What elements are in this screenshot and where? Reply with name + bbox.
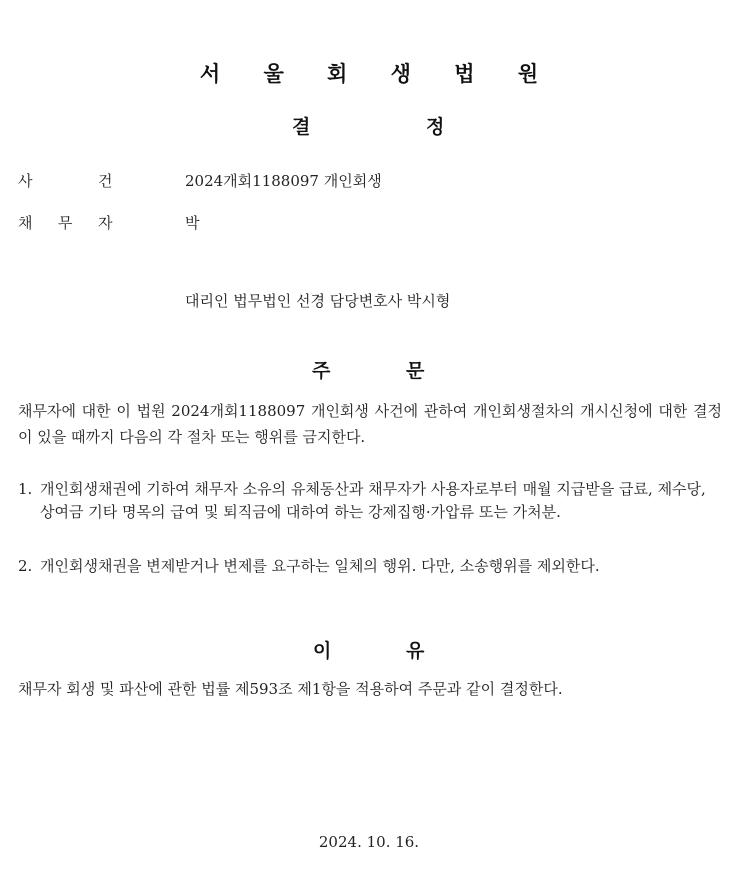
order-heading-char-2: 문 (406, 360, 425, 382)
decision-heading-char-2: 정 (426, 116, 445, 138)
order-item-2 (18, 555, 708, 578)
order-item-number: 1. (18, 480, 33, 498)
order-paragraph: 채무자에 대한 이 법원 2024개회1188097 개인회생 사건에 관하여 개인회생절차의 개시신청에 대한 결정이 있을 때까지 다음의 각 절차 또는 행위를 금지한다. (18, 402, 722, 446)
order-heading-char-1: 주 (312, 360, 331, 382)
decision-date: 2024. 10. 16. (318, 833, 420, 851)
debtor-name: 박 (185, 214, 200, 232)
reason-paragraph: 채무자 회생 및 파산에 관한 법률 제593조 제1항을 적용하여 주문과 같이 결정한다. (18, 680, 563, 698)
legal-agent: 대리인 법무법인 선경 담당변호사 박시형 (185, 292, 451, 310)
decision-heading-char-1: 결 (292, 116, 311, 138)
reason-heading-char-2: 유 (406, 640, 425, 662)
order-item-1 (18, 478, 708, 523)
reason-heading-char-1: 이 (313, 640, 332, 662)
court-title: 서 울 회 생 법 원 (199, 62, 557, 86)
case-number: 2024개회1188097 개인회생 (185, 172, 382, 190)
order-item-text: 개인회생채권에 기하여 채무자 소유의 유체동산과 채무자가 사용자로부터 매월 지급받을 급료, 제수당, 상여금 기타 명목의 급여 및 퇴직금에 대하여 하는 강제집행·가압류 또는 가처분. (40, 480, 706, 521)
order-item-number: 2. (18, 557, 33, 575)
court-decision-document: 서 울 회 생 법 원 결 정 사 건 2024개회1188097 개인회생 채 무 자 박 대리인 법무법인 선경 담당변호사 박시형 주 문 채무자에 대한 이 법원 2024개회1188097 개인회생 사건에 관하여 개인회생절차의 개시신청에 대한 결정이 있을 때까지 다음의 각 절차 또는 행위를 금지한다. 1. 개인회생채권에 기하여 채무자 소유의 유체동산과 채무자가 사용자로부터 매월 지급받을 급료, 제수당, 상여금 기타 명목의 급여 및 퇴직금에 대하여 하는 강제집행·가압류 또는 가처분. 2. 개인회생채권을 변제받거나 변제를 요구하는 일체의 행위. 다만, 소송행위를 제외한다. 이 유 채무자 회생 및 파산에 관한 법률 제593조 제1항을 적용하여 주문과 같이 결정한다. 2024. 10. 16. (0, 0, 738, 885)
order-item-text: 개인회생채권을 변제받거나 변제를 요구하는 일체의 행위. 다만, 소송행위를 제외한다. (40, 557, 600, 575)
